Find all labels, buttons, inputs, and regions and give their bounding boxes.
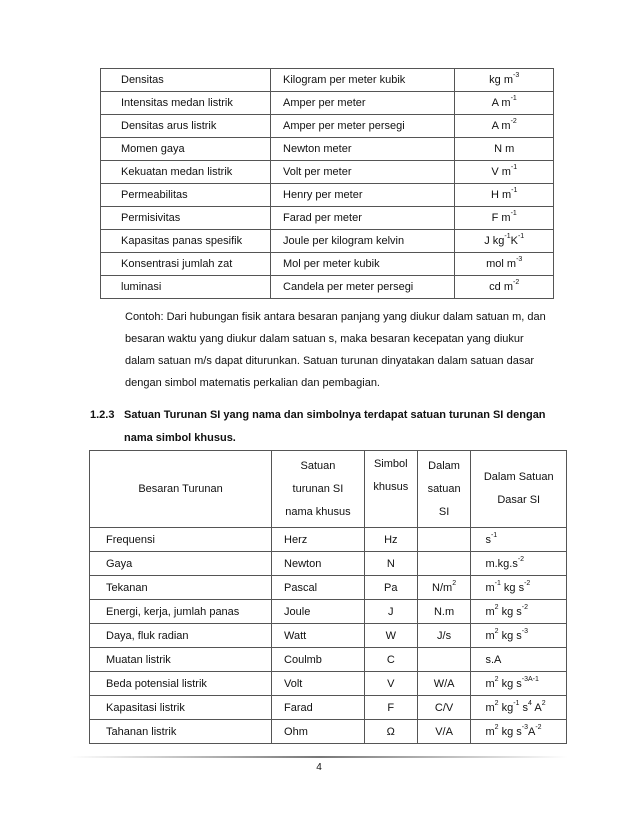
base-unit-exponent: -1 bbox=[490, 531, 498, 539]
base-unit-exponent: -3 bbox=[521, 723, 528, 731]
header-dalam-satuan-si: Dalam satuan SI bbox=[417, 451, 471, 528]
unit-name-cell: Henry per meter bbox=[271, 184, 455, 207]
base-unit-exponent: 4 bbox=[528, 699, 532, 707]
symbol-exponent: -2 bbox=[510, 118, 517, 125]
quantity-cell: Permeabilitas bbox=[101, 184, 271, 207]
base-unit-part: s.A bbox=[485, 653, 502, 666]
unit-name-cell: Farad per meter bbox=[271, 207, 455, 230]
special-name-cell: Farad bbox=[272, 696, 365, 720]
special-symbol-cell: Pa bbox=[364, 576, 417, 600]
paragraph-line: dalam satuan m/s dapat diturunkan. Satuan turunan dinyatakan dalam satuan dasar bbox=[125, 355, 535, 367]
quantity-cell: luminasi bbox=[101, 276, 271, 299]
symbol-base: mol m bbox=[486, 258, 517, 270]
si-unit-base: N.m bbox=[433, 605, 455, 618]
base-unit-part: m bbox=[485, 701, 495, 714]
special-symbol-cell: N bbox=[364, 552, 417, 576]
symbol-cell bbox=[455, 253, 554, 276]
derived-units-table-continued bbox=[100, 68, 554, 299]
special-si-units-table bbox=[89, 450, 567, 744]
unit-name-cell: Joule per kilogram kelvin bbox=[271, 230, 455, 253]
symbol-exponent: -1 bbox=[517, 233, 525, 240]
special-name-cell: Coulmb bbox=[272, 648, 365, 672]
base-unit-part: m bbox=[485, 677, 495, 690]
base-unit-part: m bbox=[485, 725, 495, 738]
base-unit-exponent: -2 bbox=[535, 723, 542, 731]
si-unit-cell bbox=[417, 720, 471, 744]
base-unit-exponent: 2 bbox=[494, 627, 499, 635]
special-symbol-cell: V bbox=[364, 672, 417, 696]
symbol-exponent: -1 bbox=[510, 95, 517, 102]
symbol-cell bbox=[455, 69, 554, 92]
base-unit-cell bbox=[471, 576, 567, 600]
special-symbol-cell: J bbox=[364, 600, 417, 624]
table-row bbox=[101, 276, 554, 299]
paragraph-line: besaran waktu yang diukur dalam satuan s, maka besaran kecepatan yang diukur bbox=[125, 333, 524, 345]
base-unit-cell bbox=[471, 600, 567, 624]
special-symbol-cell: W bbox=[364, 624, 417, 648]
special-name-cell: Volt bbox=[272, 672, 365, 696]
header-simbol-khusus: Simbol khusus bbox=[364, 451, 417, 528]
symbol-base: J kg bbox=[484, 235, 505, 247]
si-unit-base: W/A bbox=[433, 677, 455, 690]
symbol-base: N m bbox=[494, 143, 515, 155]
base-unit-exponent: 2 bbox=[494, 723, 499, 731]
base-unit-exponent: 2 bbox=[541, 699, 546, 707]
table-row bbox=[101, 184, 554, 207]
page-number: 4 bbox=[316, 762, 322, 773]
section-title-line2: nama simbol khusus. bbox=[124, 432, 236, 444]
si-unit-cell bbox=[417, 624, 471, 648]
base-unit-exponent: -2 bbox=[521, 603, 528, 611]
base-unit-part: kg s bbox=[498, 629, 522, 642]
paragraph-line: Contoh: Dari hubungan fisik antara besaran panjang yang diukur dalam satuan m, dan bbox=[125, 311, 546, 323]
symbol-cell bbox=[455, 161, 554, 184]
base-unit-part: s bbox=[485, 533, 491, 546]
base-unit-exponent: 2 bbox=[494, 675, 499, 683]
symbol-cell bbox=[455, 230, 554, 253]
symbol-cell bbox=[455, 276, 554, 299]
quantity-cell: Momen gaya bbox=[101, 138, 271, 161]
base-unit-exponent: 2 bbox=[494, 699, 499, 707]
symbol-cell bbox=[455, 184, 554, 207]
unit-name-cell: Newton meter bbox=[271, 138, 455, 161]
section-title-line1: Satuan Turunan SI yang nama dan simbolnya terdapat satuan turunan SI dengan bbox=[124, 409, 546, 421]
base-unit-exponent: -2 bbox=[524, 579, 531, 587]
quantity-cell: Intensitas medan listrik bbox=[101, 92, 271, 115]
base-unit-part: kg s bbox=[498, 605, 522, 618]
special-name-cell: Joule bbox=[272, 600, 365, 624]
base-unit-cell bbox=[471, 672, 567, 696]
base-unit-part: kg s bbox=[498, 677, 522, 690]
quantity-cell: Konsentrasi jumlah zat bbox=[101, 253, 271, 276]
table-row bbox=[90, 648, 567, 672]
table-row bbox=[101, 92, 554, 115]
symbol-exponent: -1 bbox=[510, 164, 518, 171]
symbol-base: F m bbox=[491, 212, 511, 224]
quantity-cell: Densitas arus listrik bbox=[101, 115, 271, 138]
symbol-cell bbox=[455, 92, 554, 115]
si-unit-cell bbox=[417, 672, 471, 696]
table-row bbox=[90, 576, 567, 600]
symbol-exponent: -1 bbox=[504, 233, 511, 240]
footer-divider bbox=[70, 756, 568, 758]
base-unit-exponent: 2 bbox=[494, 603, 499, 611]
si-unit-cell bbox=[417, 648, 471, 672]
si-unit-cell bbox=[417, 696, 471, 720]
quantity-cell: Frequensi bbox=[90, 528, 272, 552]
quantity-cell: Beda potensial listrik bbox=[90, 672, 272, 696]
si-unit-base: N/m bbox=[432, 581, 453, 594]
base-unit-cell bbox=[471, 624, 567, 648]
symbol-base: H m bbox=[491, 189, 512, 201]
table-row bbox=[101, 115, 554, 138]
base-unit-cell bbox=[471, 528, 567, 552]
base-unit-cell bbox=[471, 648, 567, 672]
quantity-cell: Kapasitasi listrik bbox=[90, 696, 272, 720]
paragraph-line: dengan simbol matematis perkalian dan pembagian. bbox=[125, 377, 380, 389]
si-unit-cell bbox=[417, 528, 471, 552]
unit-name-cell: Kilogram per meter kubik bbox=[271, 69, 455, 92]
base-unit-part: A bbox=[531, 701, 542, 714]
symbol-exponent: -3 bbox=[513, 72, 520, 79]
symbol-base: kg m bbox=[489, 74, 514, 86]
quantity-cell: Tekanan bbox=[90, 576, 272, 600]
special-name-cell: Newton bbox=[272, 552, 365, 576]
base-unit-part: kg s bbox=[500, 581, 525, 594]
si-unit-cell bbox=[417, 600, 471, 624]
special-name-cell: Herz bbox=[272, 528, 365, 552]
base-unit-part: kg s bbox=[498, 725, 522, 738]
base-unit-part: m bbox=[485, 581, 495, 594]
si-unit-base: C/V bbox=[434, 701, 454, 714]
table-row bbox=[90, 720, 567, 744]
table-row bbox=[90, 672, 567, 696]
special-symbol-cell: Ω bbox=[364, 720, 417, 744]
table-row bbox=[90, 624, 567, 648]
special-name-cell: Ohm bbox=[272, 720, 365, 744]
quantity-cell: Densitas bbox=[101, 69, 271, 92]
special-symbol-cell: C bbox=[364, 648, 417, 672]
table-row bbox=[90, 528, 567, 552]
quantity-cell: Daya, fluk radian bbox=[90, 624, 272, 648]
table-row bbox=[90, 600, 567, 624]
si-unit-exponent: 2 bbox=[452, 579, 457, 587]
quantity-cell: Energi, kerja, jumlah panas bbox=[90, 600, 272, 624]
base-unit-exponent: -3A-1 bbox=[521, 675, 539, 683]
table-header-row bbox=[90, 451, 567, 528]
quantity-cell: Muatan listrik bbox=[90, 648, 272, 672]
symbol-exponent: -1 bbox=[510, 210, 517, 217]
unit-name-cell: Amper per meter bbox=[271, 92, 455, 115]
si-unit-base: J/s bbox=[437, 629, 452, 642]
base-unit-part: kg bbox=[498, 701, 514, 714]
base-unit-cell bbox=[471, 696, 567, 720]
symbol-base: K bbox=[510, 235, 518, 247]
quantity-cell: Kekuatan medan listrik bbox=[101, 161, 271, 184]
unit-name-cell: Mol per meter kubik bbox=[271, 253, 455, 276]
si-unit-cell bbox=[417, 576, 471, 600]
symbol-base: V m bbox=[491, 166, 511, 178]
symbol-exponent: -2 bbox=[513, 279, 520, 286]
unit-name-cell: Volt per meter bbox=[271, 161, 455, 184]
table-row bbox=[101, 69, 554, 92]
table-row bbox=[90, 696, 567, 720]
table-row bbox=[101, 253, 554, 276]
base-unit-exponent: -1 bbox=[513, 699, 520, 707]
table-row bbox=[101, 230, 554, 253]
symbol-exponent: -3 bbox=[516, 256, 523, 263]
section-heading bbox=[90, 404, 566, 450]
base-unit-exponent: -2 bbox=[517, 555, 525, 563]
unit-name-cell: Amper per meter persegi bbox=[271, 115, 455, 138]
header-besaran-turunan: Besaran Turunan bbox=[90, 451, 272, 528]
header-satuan-turunan: Satuan turunan SI nama khusus bbox=[272, 451, 365, 528]
base-unit-exponent: -1 bbox=[494, 579, 501, 587]
symbol-base: cd m bbox=[489, 281, 514, 293]
example-paragraph bbox=[125, 306, 566, 394]
base-unit-cell bbox=[471, 720, 567, 744]
special-symbol-cell: Hz bbox=[364, 528, 417, 552]
si-unit-cell bbox=[417, 552, 471, 576]
special-name-cell: Pascal bbox=[272, 576, 365, 600]
special-name-cell: Watt bbox=[272, 624, 365, 648]
table-row bbox=[101, 207, 554, 230]
unit-name-cell: Candela per meter persegi bbox=[271, 276, 455, 299]
quantity-cell: Tahanan listrik bbox=[90, 720, 272, 744]
quantity-cell: Permisivitas bbox=[101, 207, 271, 230]
symbol-cell bbox=[455, 207, 554, 230]
symbol-base: A m bbox=[491, 120, 511, 132]
symbol-cell bbox=[455, 138, 554, 161]
si-unit-base: V/A bbox=[435, 725, 453, 738]
special-symbol-cell: F bbox=[364, 696, 417, 720]
base-unit-part: m bbox=[485, 605, 495, 618]
header-dalam-satuan-dasar: Dalam Satuan Dasar SI bbox=[471, 451, 567, 528]
table-row bbox=[101, 138, 554, 161]
section-number: 1.2.3 bbox=[90, 409, 115, 421]
symbol-cell bbox=[455, 115, 554, 138]
symbol-exponent: -1 bbox=[511, 187, 518, 194]
table-row bbox=[101, 161, 554, 184]
table-row bbox=[90, 552, 567, 576]
base-unit-cell bbox=[471, 552, 567, 576]
symbol-base: A m bbox=[491, 97, 511, 109]
quantity-cell: Gaya bbox=[90, 552, 272, 576]
base-unit-part: A bbox=[527, 725, 536, 738]
base-unit-part: m.kg.s bbox=[485, 557, 518, 570]
base-unit-exponent: -3 bbox=[521, 627, 528, 635]
base-unit-part: s bbox=[519, 701, 528, 714]
base-unit-part: m bbox=[485, 629, 495, 642]
quantity-cell: Kapasitas panas spesifik bbox=[101, 230, 271, 253]
